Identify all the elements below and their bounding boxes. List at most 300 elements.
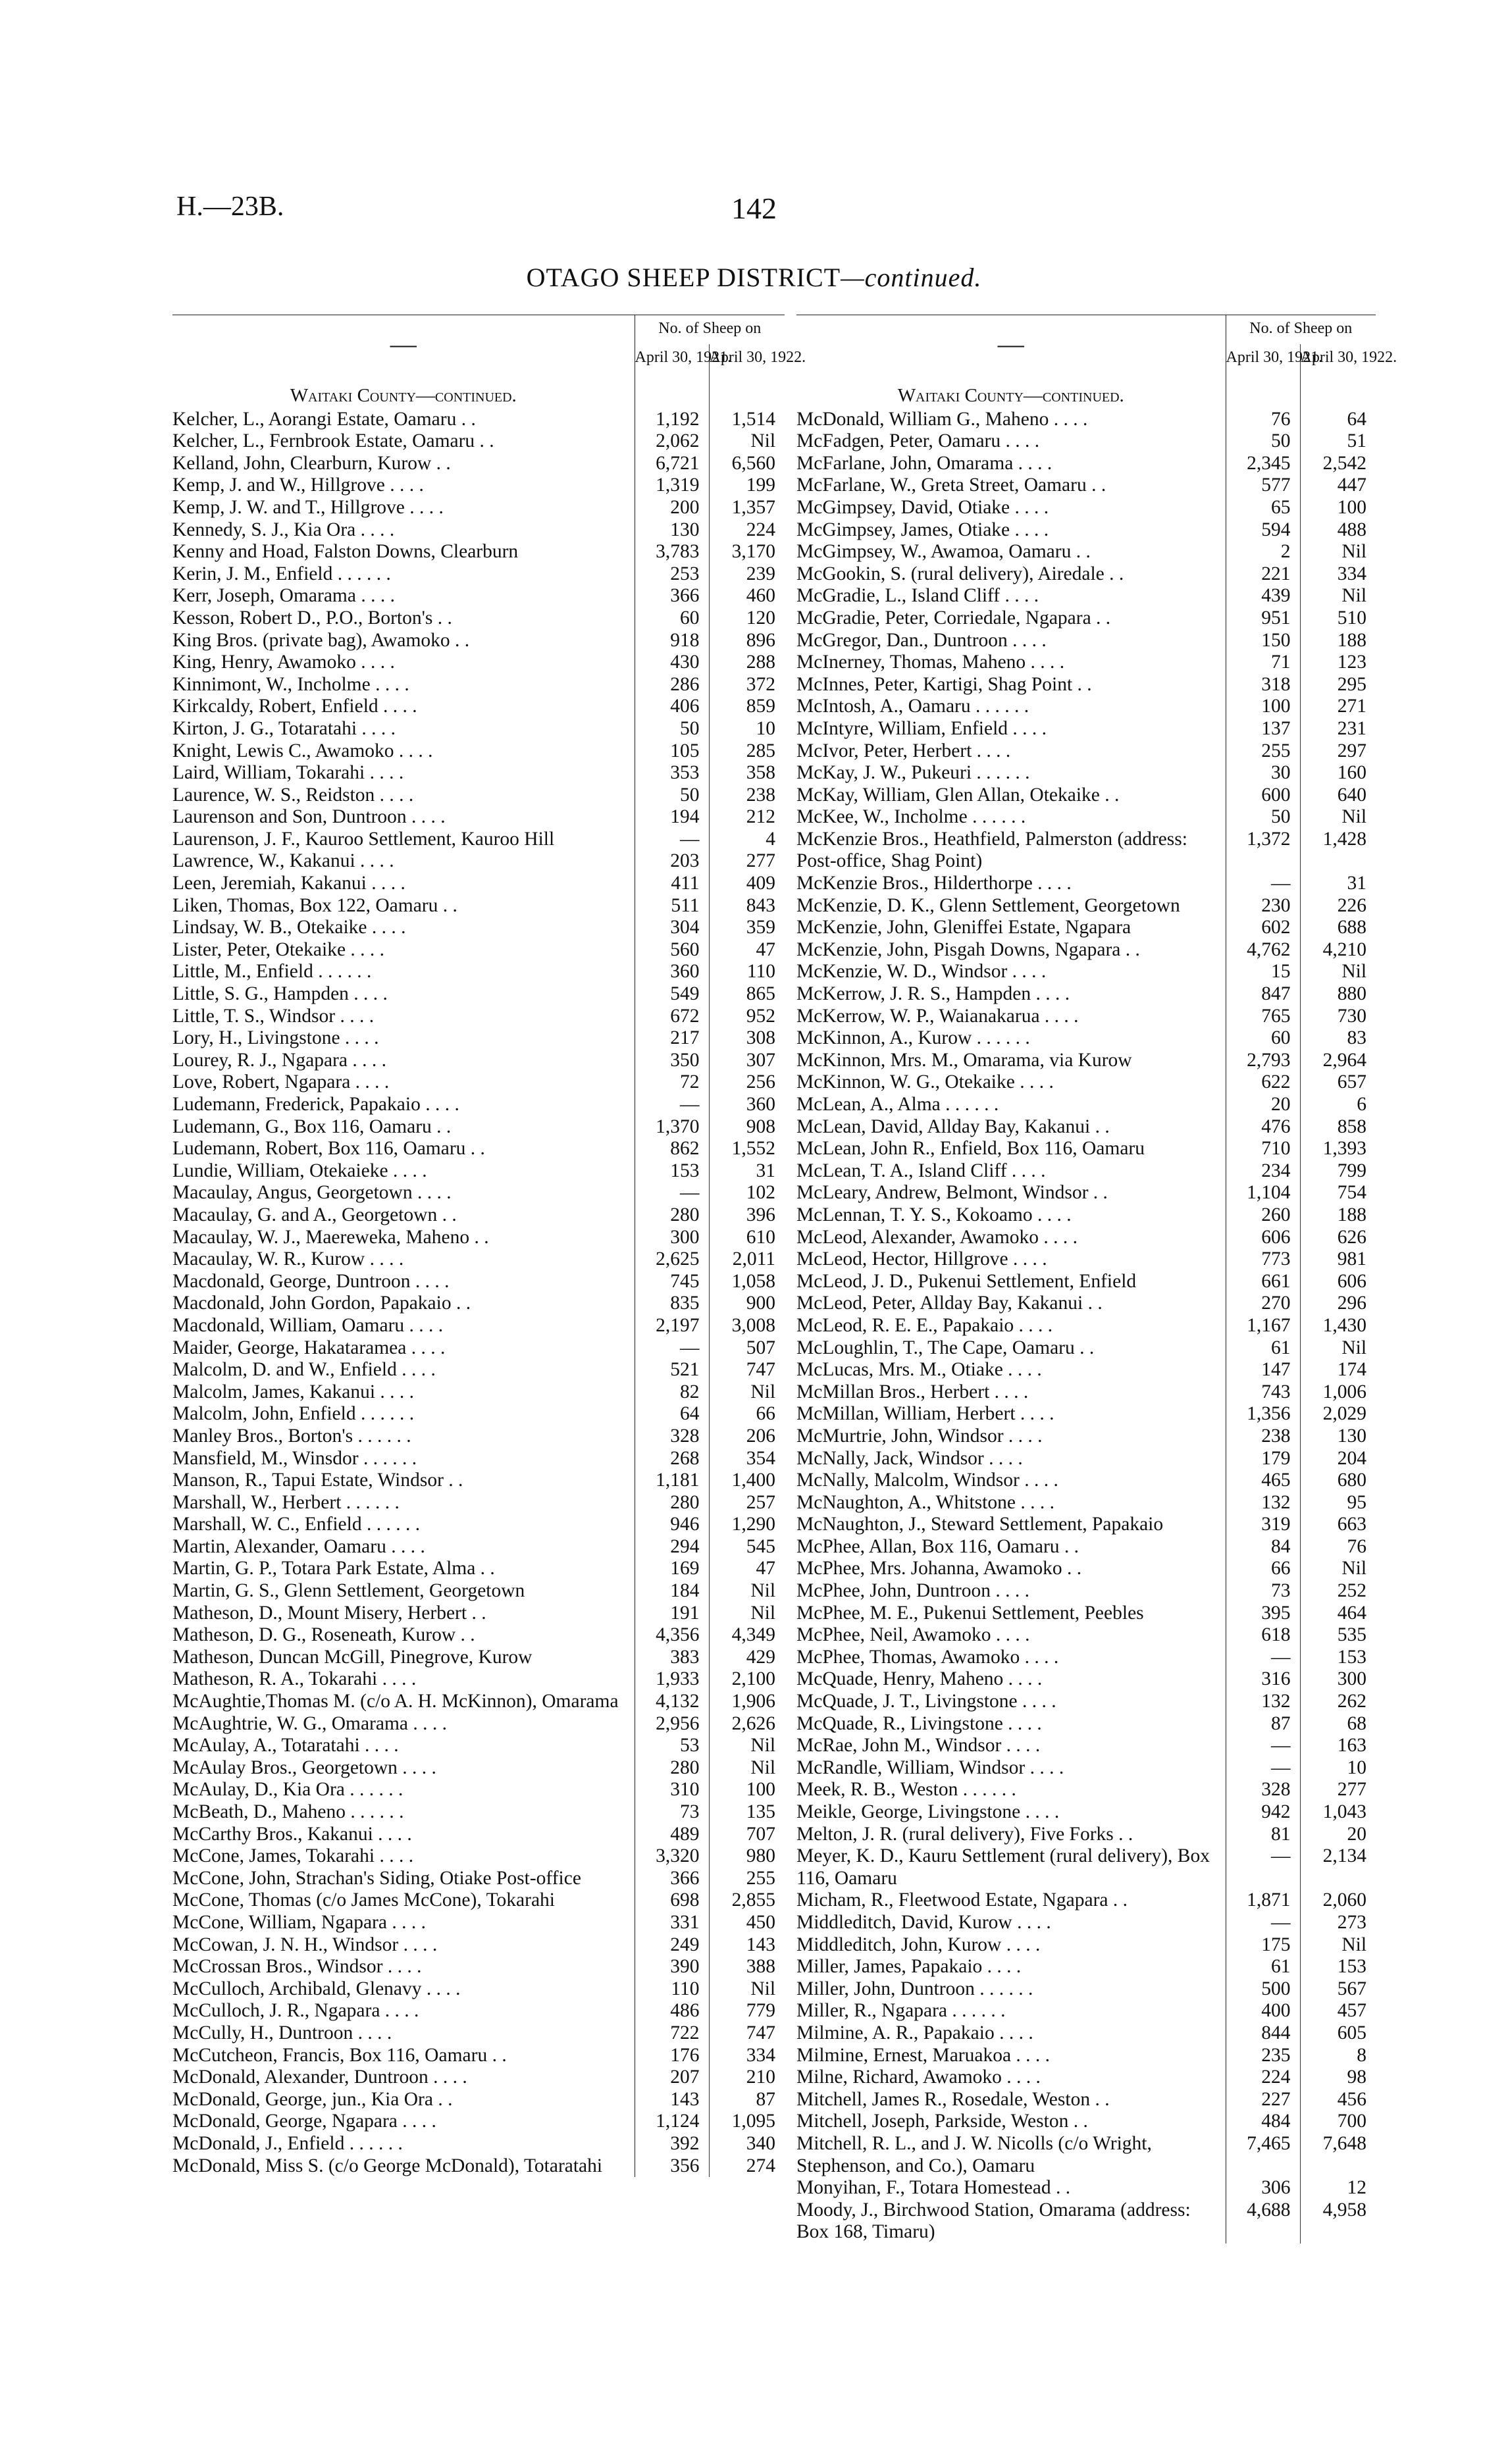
owner-name: McInerney, Thomas, Maheno . . . . xyxy=(796,652,1065,673)
left-column xyxy=(172,315,806,2177)
table-row xyxy=(172,939,785,962)
sheep-1922: 47 xyxy=(709,1558,785,1580)
sheep-1921: 147 xyxy=(1226,1359,1300,1381)
table-row xyxy=(172,2133,785,2155)
owner-name: McNaughton, A., Whitstone . . . . xyxy=(796,1491,1054,1513)
table-row xyxy=(172,1425,785,1448)
sheep-1922: 354 xyxy=(709,1448,785,1470)
sheep-1921: 328 xyxy=(1226,1779,1300,1801)
sheep-1921: 15 xyxy=(1226,961,1300,983)
owner-name: Milmine, Ernest, Maruakoa . . . . xyxy=(796,2044,1051,2066)
sheep-1921: 286 xyxy=(635,674,709,696)
sheep-1921: 184 xyxy=(635,1580,709,1603)
sheep-1921: 143 xyxy=(635,2089,709,2111)
sheep-1921: 366 xyxy=(635,585,709,607)
sheep-1922: 255 xyxy=(709,1868,785,1890)
sheep-1921: 521 xyxy=(635,1359,709,1381)
sheep-1922: 4,210 xyxy=(1300,939,1376,962)
table-row xyxy=(172,1116,785,1139)
owner-name: McAughtrie, W. G., Omarama . . . . xyxy=(172,1712,448,1734)
table-row xyxy=(172,784,785,807)
sheep-1921: 100 xyxy=(1226,696,1300,718)
right-name-header: — xyxy=(997,329,1024,359)
sheep-1922: 456 xyxy=(1300,2089,1376,2111)
sheep-1922: 206 xyxy=(709,1425,785,1448)
sheep-1922: 700 xyxy=(1300,2111,1376,2133)
sheep-1922: 8 xyxy=(1300,2045,1376,2067)
table-row xyxy=(796,1779,1376,1801)
sheep-1922: 174 xyxy=(1300,1359,1376,1381)
right-header-row-1 xyxy=(796,315,1376,344)
sheep-1922: 224 xyxy=(709,519,785,542)
sheep-1921: 698 xyxy=(635,1889,709,1912)
sheep-1921: — xyxy=(1226,1912,1300,1934)
sheep-1922: 199 xyxy=(709,475,785,497)
sheep-1921: 227 xyxy=(1226,2089,1300,2111)
sheep-1922: 2,100 xyxy=(709,1668,785,1691)
table-row xyxy=(172,1912,785,1934)
table-row xyxy=(172,762,785,784)
table-row xyxy=(172,1735,785,1757)
sheep-1921: 606 xyxy=(1226,1227,1300,1249)
owner-name: McIntosh, A., Oamaru . . . . . . xyxy=(796,696,1029,717)
owner-name: Mitchell, James R., Rosedale, Weston . . xyxy=(796,2088,1110,2110)
table-row xyxy=(796,961,1376,983)
sheep-1922: 271 xyxy=(1300,696,1376,718)
sheep-1921: 175 xyxy=(1226,1934,1300,1957)
sheep-1922: 87 xyxy=(709,2089,785,2111)
owner-name: McAughtie,Thomas M. (c/o A. H. McKinnon), Omarama xyxy=(172,1691,619,1712)
owner-name: Macaulay, W. R., Kurow . . . . xyxy=(172,1248,404,1270)
sheep-1922: Nil xyxy=(709,1580,785,1603)
sheep-1921: 2,062 xyxy=(635,430,709,453)
sheep-1922: 545 xyxy=(709,1536,785,1558)
sheep-1921: 392 xyxy=(635,2133,709,2155)
left-header-1921: April 30, 1921. xyxy=(635,344,709,373)
sheep-1922: 100 xyxy=(709,1779,785,1801)
owner-name: Mansfield, M., Winsdor . . . . . . xyxy=(172,1447,417,1469)
sheep-1922: 307 xyxy=(709,1050,785,1072)
sheep-1922: 7,648 xyxy=(1300,2133,1376,2177)
sheep-1921: 207 xyxy=(635,2066,709,2089)
sheep-1921: 328 xyxy=(635,1425,709,1448)
sheep-1921: 304 xyxy=(635,917,709,939)
table-row xyxy=(796,1647,1376,1669)
owner-name: Macdonald, William, Oamaru . . . . xyxy=(172,1314,444,1336)
table-row xyxy=(796,1735,1376,1757)
table-row xyxy=(172,1647,785,1669)
owner-name: Martin, G. S., Glenn Settlement, Georgetown xyxy=(172,1580,525,1602)
owner-name: McNally, Malcolm, Windsor . . . . xyxy=(796,1470,1058,1491)
sheep-1922: 1,552 xyxy=(709,1138,785,1160)
owner-name: McIvor, Peter, Herbert . . . . xyxy=(796,740,1011,761)
owner-name: McQuade, J. T., Livingstone . . . . xyxy=(796,1691,1056,1712)
table-row xyxy=(796,1624,1376,1647)
left-sheep-header: No. of Sheep on xyxy=(635,315,785,344)
sheep-1922: 859 xyxy=(709,696,785,718)
table-row xyxy=(172,475,785,497)
sheep-1922: 95 xyxy=(1300,1492,1376,1514)
sheep-1922: 204 xyxy=(1300,1448,1376,1470)
table-row xyxy=(172,1779,785,1801)
owner-name: McAulay, D., Kia Ora . . . . . . xyxy=(172,1779,403,1801)
sheep-1922: 110 xyxy=(709,961,785,983)
sheep-1921: 84 xyxy=(1226,1536,1300,1558)
table-row xyxy=(172,1845,785,1868)
owner-name: McGradie, L., Island Cliff . . . . xyxy=(796,585,1039,607)
sheep-1921: 310 xyxy=(635,1779,709,1801)
owner-name: Macdonald, George, Duntroon . . . . xyxy=(172,1270,450,1292)
sheep-1921: 235 xyxy=(1226,2045,1300,2067)
table-row xyxy=(796,585,1376,607)
sheep-1921: 60 xyxy=(635,607,709,630)
sheep-1922: 688 xyxy=(1300,917,1376,939)
sheep-1922: 1,058 xyxy=(709,1271,785,1293)
table-row xyxy=(796,1182,1376,1204)
sheep-1921: 500 xyxy=(1226,1978,1300,2001)
sheep-1921: 350 xyxy=(635,1050,709,1072)
table-row xyxy=(796,1603,1376,1625)
owner-name: McLoughlin, T., The Cape, Oamaru . . xyxy=(796,1337,1095,1358)
sheep-1922: 606 xyxy=(1300,1271,1376,1293)
owner-name: McKerrow, J. R. S., Hampden . . . . xyxy=(796,983,1070,1005)
sheep-1922: 297 xyxy=(1300,740,1376,763)
table-row xyxy=(172,1027,785,1050)
table-row xyxy=(796,1536,1376,1558)
sheep-1921: 710 xyxy=(1226,1138,1300,1160)
district-title xyxy=(0,262,1508,293)
sheep-1921: 132 xyxy=(1226,1691,1300,1713)
table-row xyxy=(796,2133,1376,2177)
sheep-1921: 255 xyxy=(1226,740,1300,763)
owner-name: McLeod, Alexander, Awamoko . . . . xyxy=(796,1226,1078,1248)
table-row xyxy=(796,1801,1376,1824)
table-row xyxy=(796,1845,1376,1889)
left-sheep-table xyxy=(172,315,806,2177)
sheep-1921: 306 xyxy=(1226,2177,1300,2199)
sheep-1922: 143 xyxy=(709,1934,785,1957)
sheep-1921: 50 xyxy=(1226,806,1300,829)
sheep-1922: 663 xyxy=(1300,1514,1376,1536)
sheep-1921: 743 xyxy=(1226,1381,1300,1404)
owner-name: McGimpsey, David, Otiake . . . . xyxy=(796,496,1049,518)
owner-name: Little, T. S., Windsor . . . . xyxy=(172,1005,375,1027)
owner-name: Macaulay, G. and A., Georgetown . . xyxy=(172,1204,457,1225)
table-row xyxy=(172,453,785,475)
owner-name: Manley Bros., Borton's . . . . . . xyxy=(172,1425,411,1447)
table-row xyxy=(796,2066,1376,2089)
owner-name: McLeod, J. D., Pukenui Settlement, Enfield xyxy=(796,1270,1137,1292)
owner-name: Matheson, D., Mount Misery, Herbert . . xyxy=(172,1602,486,1624)
table-row xyxy=(796,1359,1376,1381)
sheep-1921: 203 xyxy=(635,850,709,873)
table-row xyxy=(796,983,1376,1006)
owner-name: McLean, David, Allday Bay, Kakanui . . xyxy=(796,1116,1110,1137)
sheep-1922: 2,134 xyxy=(1300,1845,1376,1889)
owner-name: McPhee, Allan, Box 116, Oamaru . . xyxy=(796,1535,1079,1557)
sheep-1921: 4,356 xyxy=(635,1624,709,1647)
sheep-1922: 285 xyxy=(709,740,785,763)
sheep-1922: 754 xyxy=(1300,1182,1376,1204)
sheep-1922: Nil xyxy=(709,1757,785,1780)
right-header-1922: April 30, 1922. xyxy=(1300,344,1376,373)
sheep-1922: 10 xyxy=(1300,1757,1376,1780)
table-row xyxy=(172,718,785,740)
table-row xyxy=(172,497,785,519)
owner-name: McPhee, John, Duntroon . . . . xyxy=(796,1580,1029,1602)
report-code: H.—23B. xyxy=(176,192,284,222)
sheep-1921: 942 xyxy=(1226,1801,1300,1824)
table-row xyxy=(796,541,1376,563)
table-row xyxy=(796,1006,1376,1028)
table-row xyxy=(796,2111,1376,2133)
sheep-1922: 160 xyxy=(1300,762,1376,784)
owner-name: Ludemann, G., Box 116, Oamaru . . xyxy=(172,1116,452,1137)
table-row xyxy=(172,1514,785,1536)
sheep-1922: Nil xyxy=(709,1735,785,1757)
table-row xyxy=(796,1448,1376,1470)
sheep-1921: 64 xyxy=(635,1403,709,1425)
owner-name: McFarlane, John, Omarama . . . . xyxy=(796,452,1053,474)
owner-name: Kirton, J. G., Totaratahi . . . . xyxy=(172,717,396,739)
sheep-1921: 72 xyxy=(635,1071,709,1094)
owner-name: Macaulay, Angus, Georgetown . . . . xyxy=(172,1182,452,1204)
sheep-1922: 707 xyxy=(709,1824,785,1846)
sheep-1921: 847 xyxy=(1226,983,1300,1006)
owner-name: McDonald, George, Ngapara . . . . xyxy=(172,2111,436,2132)
owner-name: Little, S. G., Hampden . . . . xyxy=(172,983,388,1005)
sheep-1921: 50 xyxy=(1226,430,1300,453)
sheep-1922: 12 xyxy=(1300,2177,1376,2199)
owner-name: McCone, John, Strachan's Siding, Otiake Post-office xyxy=(172,1867,581,1889)
owner-name: McLeary, Andrew, Belmont, Windsor . . xyxy=(796,1182,1108,1204)
sheep-1922: 274 xyxy=(709,2155,785,2178)
sheep-1922: 358 xyxy=(709,762,785,784)
sheep-1921: 390 xyxy=(635,1956,709,1978)
sheep-1921: 1,370 xyxy=(635,1116,709,1139)
owner-name: McCulloch, Archibald, Glenavy . . . . xyxy=(172,1978,461,1999)
owner-name: McMillan Bros., Herbert . . . . xyxy=(796,1381,1029,1402)
owner-name: McNaughton, J., Steward Settlement, Papakaio xyxy=(796,1514,1164,1535)
sheep-1922: Nil xyxy=(709,1381,785,1404)
table-row xyxy=(796,674,1376,696)
sheep-1922: 1,006 xyxy=(1300,1381,1376,1404)
sheep-1921: 476 xyxy=(1226,1116,1300,1139)
sheep-1921: 1,871 xyxy=(1226,1889,1300,1912)
owner-name: Ludemann, Frederick, Papakaio . . . . xyxy=(172,1094,459,1115)
sheep-1921: 234 xyxy=(1226,1160,1300,1183)
table-row xyxy=(172,983,785,1006)
sheep-1921: 862 xyxy=(635,1138,709,1160)
sheep-1921: 268 xyxy=(635,1448,709,1470)
right-section-row xyxy=(796,373,1376,409)
sheep-1921: 360 xyxy=(635,961,709,983)
sheep-1921: 73 xyxy=(635,1801,709,1824)
sheep-1921: 511 xyxy=(635,895,709,917)
sheep-1921: 280 xyxy=(635,1757,709,1780)
table-row xyxy=(796,1668,1376,1691)
owner-name: Meyer, K. D., Kauru Settlement (rural delivery), Box 116, Oamaru xyxy=(796,1845,1210,1889)
sheep-1921: 150 xyxy=(1226,630,1300,652)
page-number: 142 xyxy=(731,192,777,225)
owner-name: McKenzie Bros., Heathfield, Palmerston (address: Post-office, Shag Point) xyxy=(796,828,1187,872)
owner-name: McGregor, Dan., Duntroon . . . . xyxy=(796,629,1047,651)
owner-name: Kerr, Joseph, Omarama . . . . xyxy=(172,585,395,607)
sheep-1921: 2,625 xyxy=(635,1248,709,1271)
owner-name: McCulloch, J. R., Ngapara . . . . xyxy=(172,2000,419,2022)
sheep-1921: 20 xyxy=(1226,1094,1300,1116)
owner-name: McKinnon, W. G., Otekaike . . . . xyxy=(796,1071,1054,1093)
table-row xyxy=(796,1160,1376,1183)
owner-name: Kelcher, L., Fernbrook Estate, Oamaru . . xyxy=(172,430,494,452)
sheep-1921: 844 xyxy=(1226,2022,1300,2045)
owner-name: McKay, William, Glen Allan, Otekaike . . xyxy=(796,784,1120,806)
owner-name: McKenzie Bros., Hilderthorpe . . . . xyxy=(796,873,1072,894)
sheep-1921: 61 xyxy=(1226,1956,1300,1978)
sheep-1921: 484 xyxy=(1226,2111,1300,2133)
sheep-1922: 396 xyxy=(709,1204,785,1227)
sheep-1922: 858 xyxy=(1300,1116,1376,1139)
sheep-1921: 946 xyxy=(635,1514,709,1536)
sheep-1922: 1,428 xyxy=(1300,829,1376,873)
sheep-1921: — xyxy=(635,1182,709,1204)
sheep-1921: 60 xyxy=(1226,1027,1300,1050)
sheep-1921: 2,345 xyxy=(1226,453,1300,475)
owner-name: McLeod, Hector, Hillgrove . . . . xyxy=(796,1248,1047,1270)
table-row xyxy=(172,873,785,895)
sheep-1921: 465 xyxy=(1226,1470,1300,1492)
table-row xyxy=(172,563,785,586)
left-header-row-1 xyxy=(172,315,785,344)
table-row xyxy=(172,1403,785,1425)
sheep-1922: 295 xyxy=(1300,674,1376,696)
owner-name: Ludemann, Robert, Box 116, Oamaru . . xyxy=(172,1138,485,1160)
sheep-1922: 238 xyxy=(709,784,785,807)
sheep-1921: 1,167 xyxy=(1226,1315,1300,1337)
table-row xyxy=(172,2045,785,2067)
sheep-1921: 2,793 xyxy=(1226,1050,1300,1072)
table-row xyxy=(172,1227,785,1249)
owner-name: Lourey, R. J., Ngapara . . . . xyxy=(172,1049,386,1071)
owner-name: Laurenson and Son, Duntroon . . . . xyxy=(172,806,446,828)
sheep-1922: 262 xyxy=(1300,1691,1376,1713)
sheep-1921: 353 xyxy=(635,762,709,784)
sheep-1921: 331 xyxy=(635,1912,709,1934)
table-row xyxy=(796,1248,1376,1271)
owner-name: Milmine, A. R., Papakaio . . . . xyxy=(796,2022,1033,2043)
sheep-1922: 123 xyxy=(1300,652,1376,674)
sheep-1921: 602 xyxy=(1226,917,1300,939)
sheep-1922: 135 xyxy=(709,1801,785,1824)
sheep-1921: 81 xyxy=(1226,1824,1300,1846)
table-row xyxy=(172,1868,785,1890)
table-row xyxy=(796,2022,1376,2045)
sheep-1922: 2,011 xyxy=(709,1248,785,1271)
sheep-1922: 981 xyxy=(1300,1248,1376,1271)
table-row xyxy=(796,1271,1376,1293)
owner-name: McKay, J. W., Pukeuri . . . . . . xyxy=(796,762,1030,784)
table-row xyxy=(172,740,785,763)
right-table-body xyxy=(796,373,1376,2244)
sheep-1921: 4,762 xyxy=(1226,939,1300,962)
owner-name: McLean, A., Alma . . . . . . xyxy=(796,1094,999,1115)
sheep-1921: 105 xyxy=(635,740,709,763)
owner-name: McFarlane, W., Greta Street, Oamaru . . xyxy=(796,475,1106,496)
sheep-1922: 3,008 xyxy=(709,1315,785,1337)
sheep-1921: 316 xyxy=(1226,1668,1300,1691)
sheep-1922: 2,964 xyxy=(1300,1050,1376,1072)
owner-name: McKinnon, Mrs. M., Omarama, via Kurow xyxy=(796,1049,1132,1071)
owner-name: Knight, Lewis C., Awamoko . . . . xyxy=(172,740,433,761)
table-row xyxy=(796,1138,1376,1160)
sheep-1921: 73 xyxy=(1226,1580,1300,1603)
sheep-1921: — xyxy=(1226,873,1300,895)
sheep-1921: — xyxy=(635,1094,709,1116)
sheep-1922: 98 xyxy=(1300,2066,1376,2089)
owner-name: McDonald, Alexander, Duntroon . . . . xyxy=(172,2066,467,2088)
owner-name: Kelcher, L., Aorangi Estate, Oamaru . . xyxy=(172,408,476,430)
sheep-1921: 238 xyxy=(1226,1425,1300,1448)
sheep-1922: 239 xyxy=(709,563,785,586)
sheep-1921: 319 xyxy=(1226,1514,1300,1536)
owner-name: McCarthy Bros., Kakanui . . . . xyxy=(172,1823,412,1845)
sheep-1922: 210 xyxy=(709,2066,785,2089)
sheep-1921: 618 xyxy=(1226,1624,1300,1647)
sheep-1922: 4 xyxy=(709,829,785,851)
table-row xyxy=(172,674,785,696)
sheep-1922: 1,290 xyxy=(709,1514,785,1536)
owner-name: Miller, John, Duntroon . . . . . . xyxy=(796,1978,1033,1999)
sheep-1922: 188 xyxy=(1300,630,1376,652)
sheep-1921: 2 xyxy=(1226,541,1300,563)
owner-name: Lory, H., Livingstone . . . . xyxy=(172,1027,379,1049)
owner-name: Kerin, J. M., Enfield . . . . . . xyxy=(172,563,391,584)
table-row xyxy=(172,1182,785,1204)
table-row xyxy=(172,1824,785,1846)
table-row xyxy=(796,1315,1376,1337)
sheep-1921: 672 xyxy=(635,1006,709,1028)
table-row xyxy=(796,1558,1376,1580)
sheep-1922: 610 xyxy=(709,1227,785,1249)
table-row xyxy=(172,2089,785,2111)
sheep-1922: 843 xyxy=(709,895,785,917)
sheep-1922: 100 xyxy=(1300,497,1376,519)
table-row xyxy=(796,1912,1376,1934)
owner-name: McGimpsey, James, Otiake . . . . xyxy=(796,519,1049,540)
sheep-1922: 372 xyxy=(709,674,785,696)
sheep-1922: 900 xyxy=(709,1293,785,1315)
sheep-1922: Nil xyxy=(1300,541,1376,563)
owner-name: McKee, W., Incholme . . . . . . xyxy=(796,806,1026,828)
sheep-1921: 169 xyxy=(635,1558,709,1580)
table-row xyxy=(172,1668,785,1691)
owner-name: McPhee, Neil, Awamoko . . . . xyxy=(796,1624,1030,1646)
owner-name: McRae, John M., Windsor . . . . xyxy=(796,1735,1041,1757)
table-row xyxy=(796,829,1376,873)
owner-name: Marshall, W., Herbert . . . . . . xyxy=(172,1491,400,1513)
table-row xyxy=(796,1978,1376,2001)
owner-name: McQuade, R., Livingstone . . . . xyxy=(796,1712,1042,1734)
sheep-1921: 2,956 xyxy=(635,1713,709,1735)
table-row xyxy=(172,1934,785,1957)
owner-name: Meikle, George, Livingstone . . . . xyxy=(796,1801,1060,1822)
sheep-1921: 260 xyxy=(1226,1204,1300,1227)
sheep-1922: 747 xyxy=(709,1359,785,1381)
sheep-1922: 1,095 xyxy=(709,2111,785,2133)
sheep-1922: 1,393 xyxy=(1300,1138,1376,1160)
sheep-1922: 277 xyxy=(1300,1779,1376,1801)
sheep-1921: 835 xyxy=(635,1293,709,1315)
